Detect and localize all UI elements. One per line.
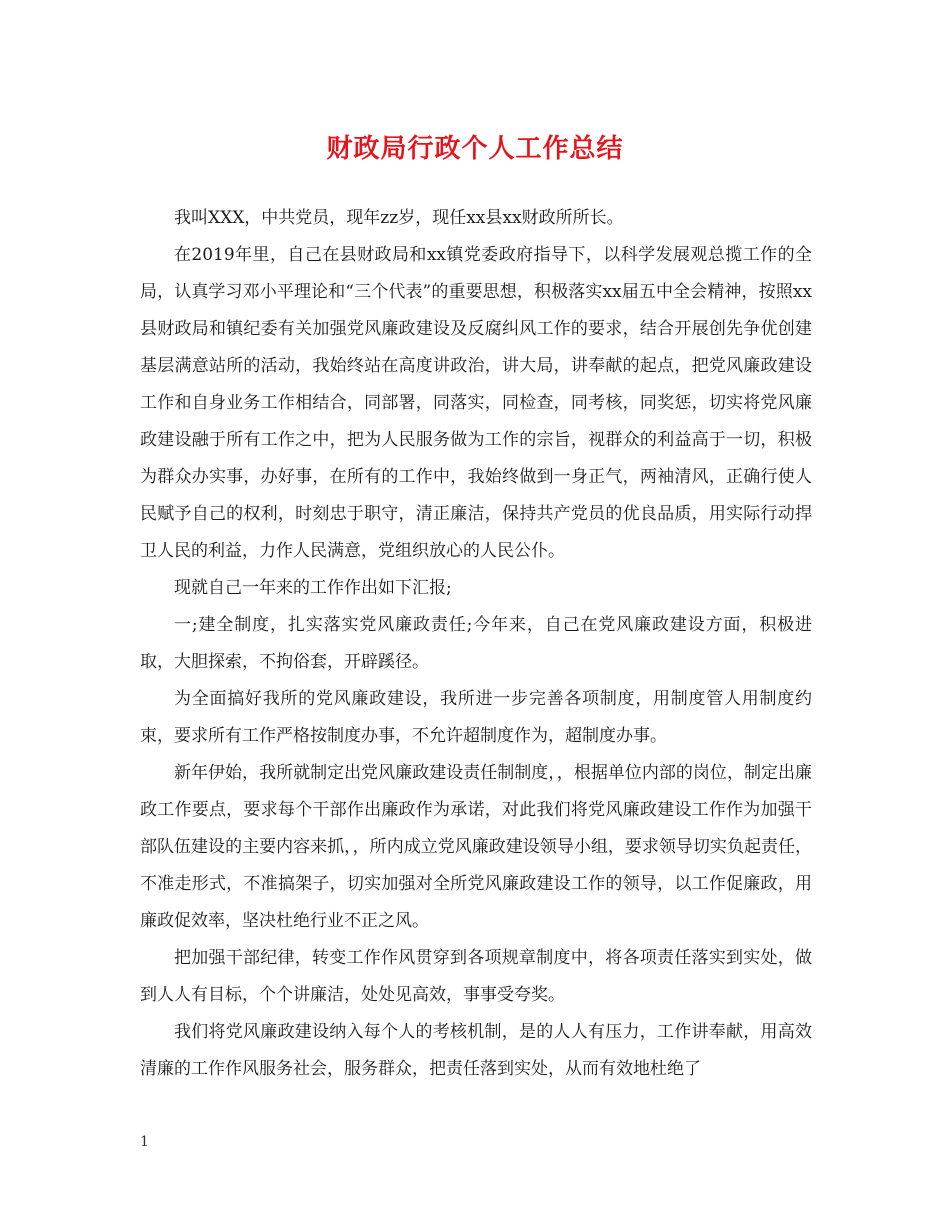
paragraph: 新年伊始，我所就制定出党风廉政建设责任制制度，，根据单位内部的岗位，制定出廉政工作要点，要求每个干部作出廉政作为承诺，对此我们将党风廉政建设工作作为加强干部队伍建设的主要内容来抓，，所内成立党风廉政建设领导小组，要求领导切实负起责任，不准走形式，不准搞架子，切实加强对全所党风廉政建设工作的领导，以工作促廉政，用廉政促效率，坚决杜绝行业不正之风。 (140, 763, 812, 931)
document-title: 财政局行政个人工作总结 (326, 134, 624, 164)
paragraph: 我叫XXX，中共党员，现年zz岁，现任xx县xx财政所所长。 (174, 208, 624, 228)
paragraph: 我们将党风廉政建设纳入每个人的考核机制，是的人人有压力，工作讲奉献，用高效清廉的工作作风服务社会，服务群众，把责任落到实处，从而有效地杜绝了 (140, 1022, 812, 1079)
paragraph: 一;建全制度，扎实落实党风廉政责任;今年来，自己在党风廉政建设方面，积极进取，大胆探索，不拘俗套，开辟蹊径。 (140, 615, 812, 672)
document-body (140, 200, 812, 1088)
paragraph: 现就自己一年来的工作作出如下汇报; (174, 578, 452, 598)
paragraph: 把加强干部纪律，转变工作作风贯穿到各项规章制度中，将各项责任落实到实处，做到人人有目标，个个讲廉洁，处处见高效，事事受夸奖。 (140, 948, 812, 1005)
page-number: 1 (140, 1134, 149, 1150)
paragraph: 为全面搞好我所的党风廉政建设，我所进一步完善各项制度，用制度管人用制度约束，要求所有工作严格按制度办事，不允许超制度作为，超制度办事。 (140, 689, 812, 746)
paragraph: 在2019年里，自己在县财政局和xx镇党委政府指导下，以科学发展观总揽工作的全局，认真学习邓小平理论和“三个代表”的重要思想，积极落实xx届五中全会精神，按照xx县财政局和镇纪委有关加强党风廉政建设及反腐纠风工作的要求，结合开展创先争优创建基层满意站所的活动，我始终站在高度讲政治，讲大局，讲奉献的起点，把党风廉政建设工作和自身业务工作相结合，同部署，同落实，同检查，同考核，同奖惩，切实将党风廉政建设融于所有工作之中，把为人民服务做为工作的宗旨，视群众的利益高于一切，积极为群众办实事，办好事，在所有的工作中，我始终做到一身正气，两袖清风，正确行使人民赋予自己的权利，时刻忠于职守，清正廉洁，保持共产党员的优良品质，用实际行动捍卫人民的利益，力作人民满意，党组织放心的人民公仆。 (140, 245, 812, 561)
